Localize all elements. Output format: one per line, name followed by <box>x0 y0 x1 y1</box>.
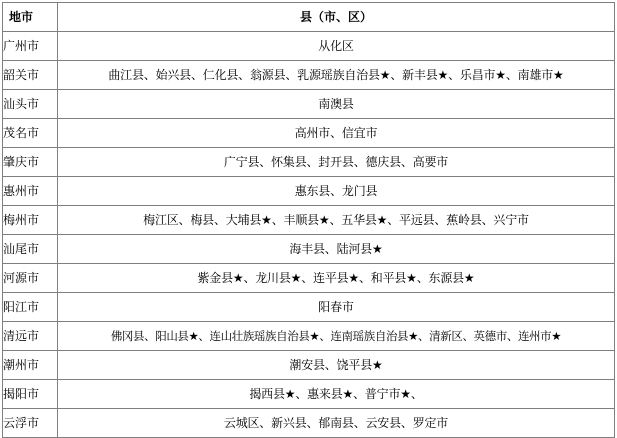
city-cell: 梅州市 <box>3 206 58 235</box>
counties-cell: 紫金县★、龙川县★、连平县★、和平县★、东源县★ <box>58 264 615 293</box>
table-row <box>3 264 615 293</box>
city-cell: 河源市 <box>3 264 58 293</box>
city-cell: 云浮市 <box>3 409 58 438</box>
table-row <box>3 380 615 409</box>
city-cell: 广州市 <box>3 32 58 61</box>
counties-cell: 南澳县 <box>58 90 615 119</box>
county-table <box>2 2 615 438</box>
city-cell: 惠州市 <box>3 177 58 206</box>
header-city: 地市 <box>3 3 58 32</box>
table-row <box>3 32 615 61</box>
city-cell: 茂名市 <box>3 119 58 148</box>
counties-cell: 云城区、新兴县、郁南县、云安县、罗定市 <box>58 409 615 438</box>
city-cell: 汕尾市 <box>3 235 58 264</box>
table-row <box>3 206 615 235</box>
city-cell: 汕头市 <box>3 90 58 119</box>
table-row <box>3 351 615 380</box>
counties-cell: 阳春市 <box>58 293 615 322</box>
city-cell: 阳江市 <box>3 293 58 322</box>
table-row <box>3 90 615 119</box>
header-counties: 县（市、区） <box>58 3 615 32</box>
table-row <box>3 148 615 177</box>
counties-cell: 梅江区、梅县、大埔县★、丰顺县★、五华县★、平远县、蕉岭县、兴宁市 <box>58 206 615 235</box>
counties-cell: 曲江县、始兴县、仁化县、翁源县、乳源瑶族自治县★、新丰县★、乐昌市★、南雄市★ <box>58 61 615 90</box>
city-cell: 揭阳市 <box>3 380 58 409</box>
table-row <box>3 293 615 322</box>
city-cell: 潮州市 <box>3 351 58 380</box>
table-row <box>3 322 615 351</box>
counties-cell: 高州市、信宜市 <box>58 119 615 148</box>
counties-cell: 海丰县、陆河县★ <box>58 235 615 264</box>
table-row <box>3 409 615 438</box>
table-row <box>3 235 615 264</box>
table-row <box>3 119 615 148</box>
table-header-row <box>3 3 615 32</box>
counties-cell: 从化区 <box>58 32 615 61</box>
city-cell: 肇庆市 <box>3 148 58 177</box>
counties-cell: 广宁县、怀集县、封开县、德庆县、高要市 <box>58 148 615 177</box>
city-cell: 韶关市 <box>3 61 58 90</box>
counties-cell: 惠东县、龙门县 <box>58 177 615 206</box>
table-row <box>3 61 615 90</box>
counties-cell: 揭西县★、惠来县★、普宁市★、 <box>58 380 615 409</box>
counties-cell: 潮安县、饶平县★ <box>58 351 615 380</box>
city-cell: 清远市 <box>3 322 58 351</box>
table-row <box>3 177 615 206</box>
counties-cell: 佛冈县、阳山县★、连山壮族瑶族自治县★、连南瑶族自治县★、清新区、英德市、连州市★ <box>58 322 615 351</box>
